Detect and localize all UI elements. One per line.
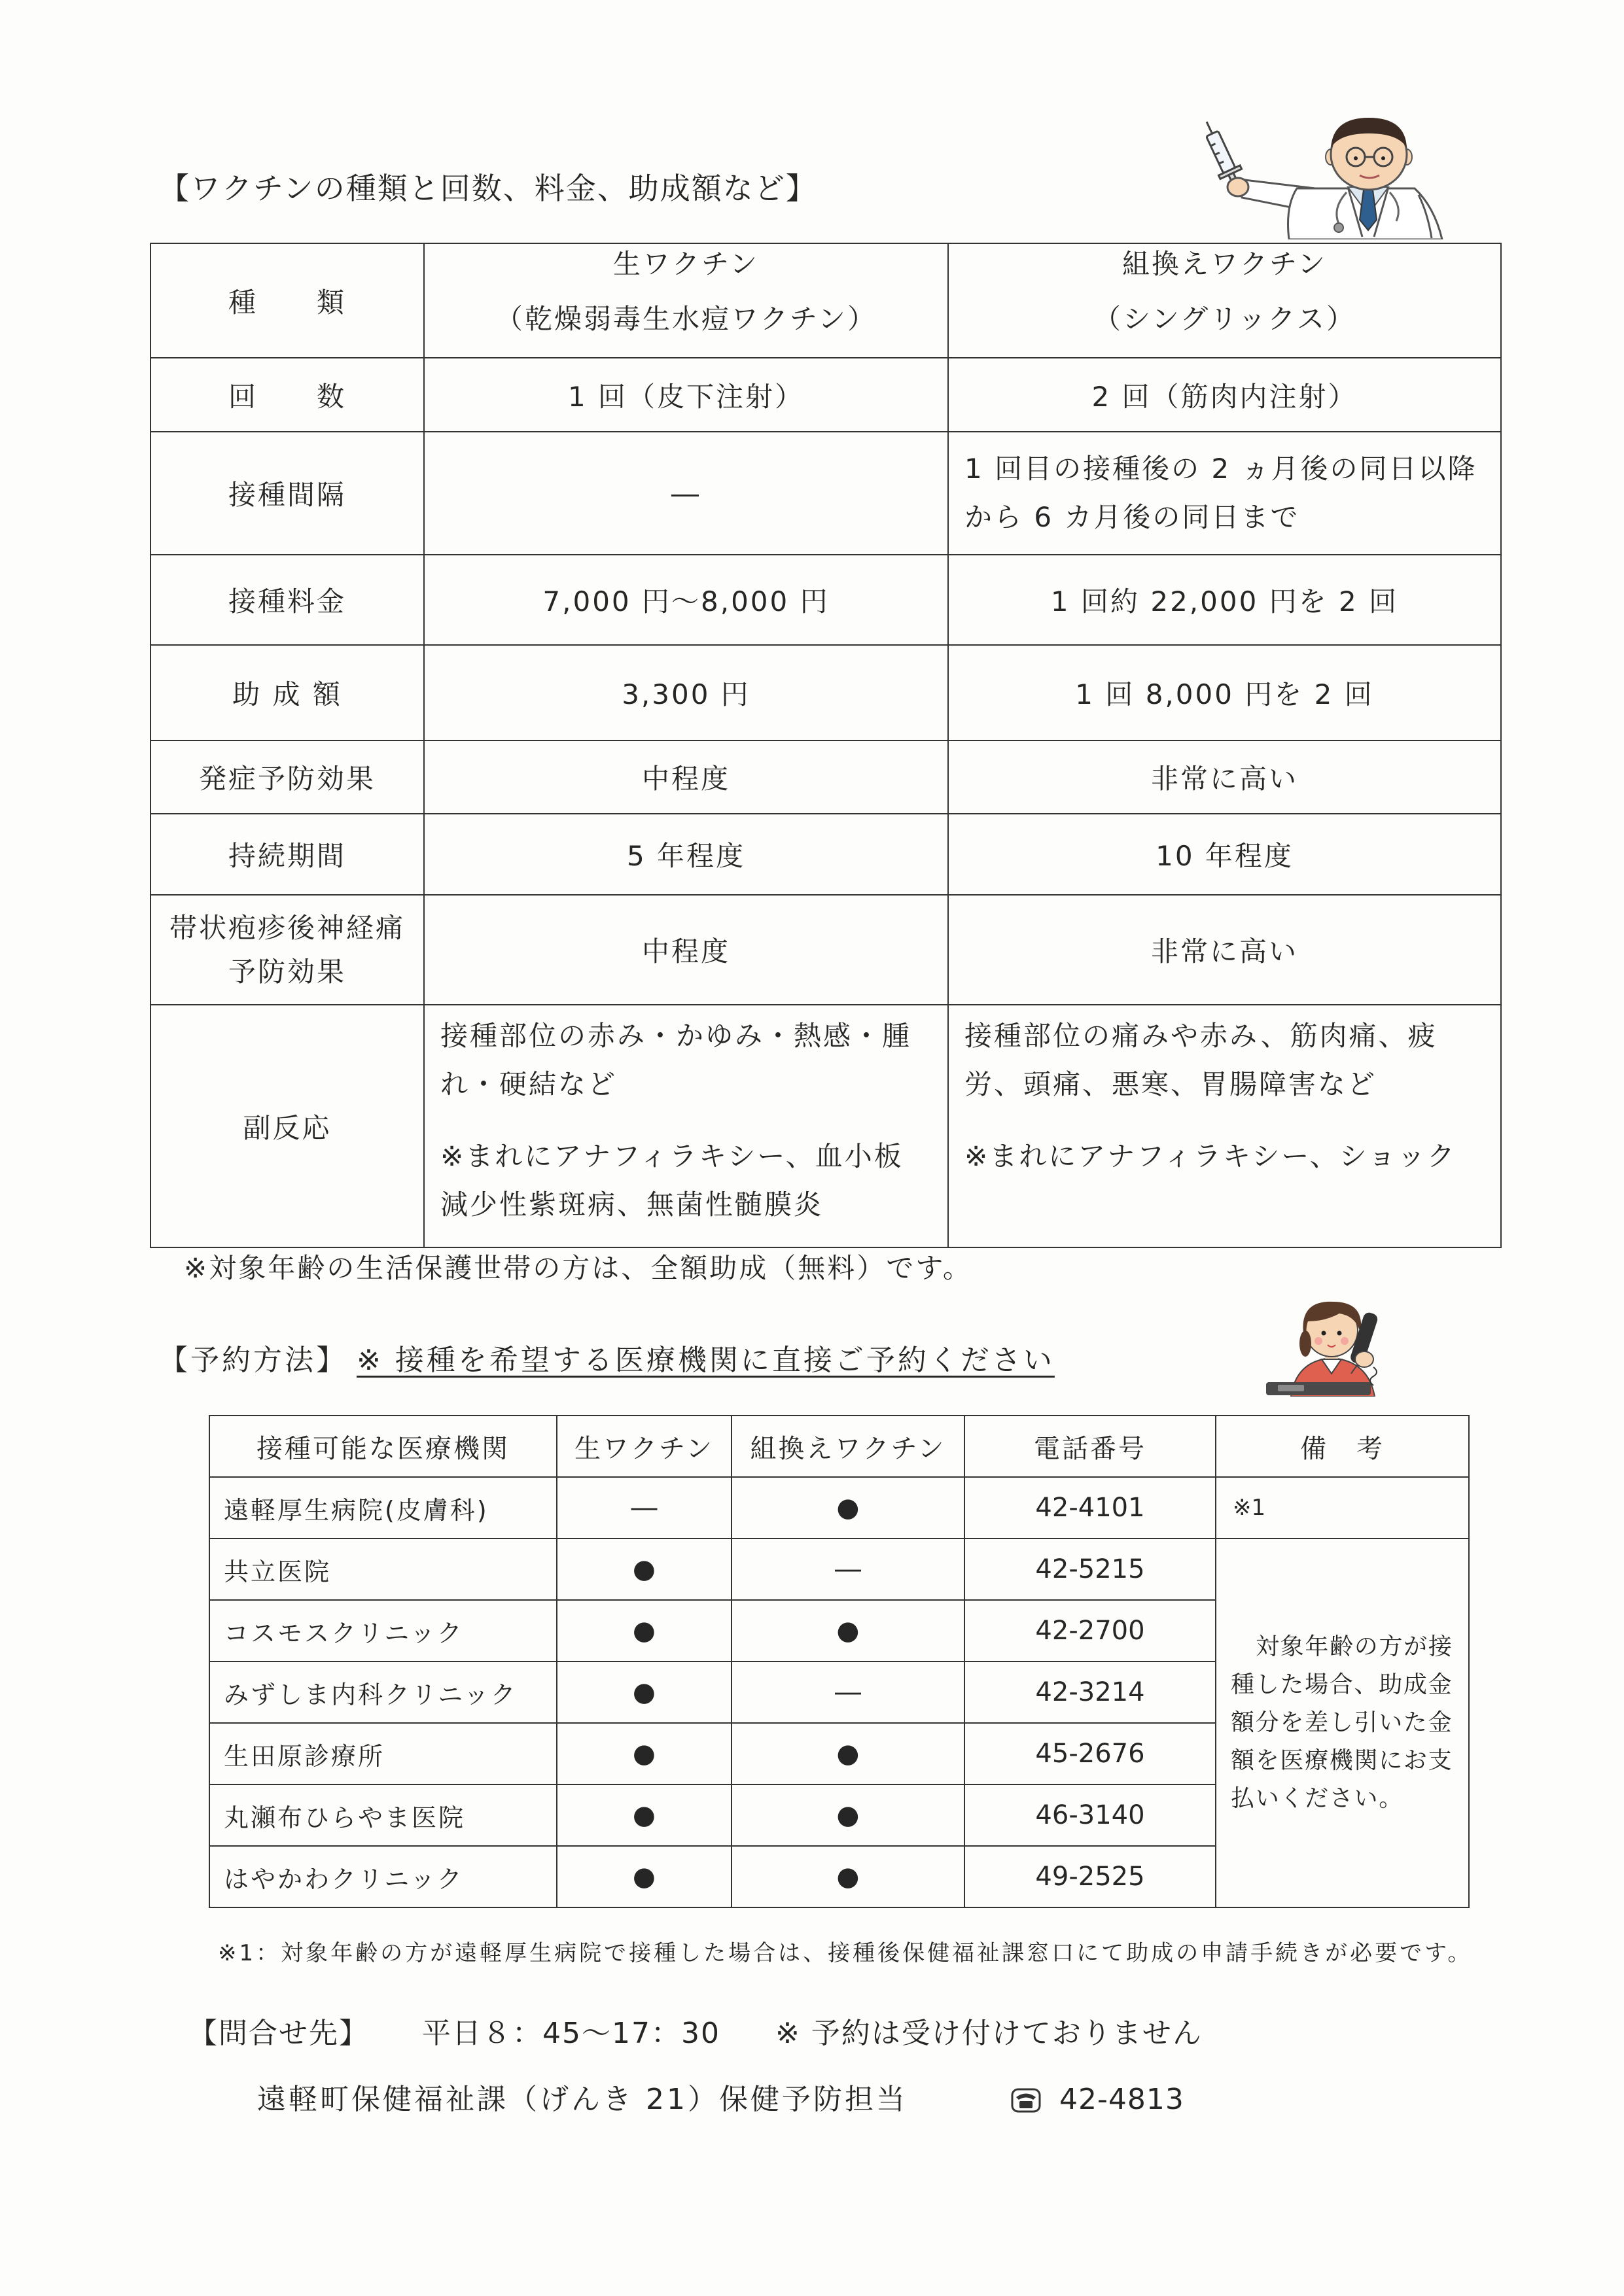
clinic-phone: 42-2700 <box>964 1600 1216 1661</box>
remark-line: 額分を差し引いた金 <box>1231 1709 1453 1736</box>
clinic-phone: 42-4101 <box>964 1477 1216 1539</box>
row-label-phn-prevention <box>150 895 424 1005</box>
office-hours: 平日８：45～17：30 <box>422 2017 720 2050</box>
table-row <box>150 645 1501 740</box>
recombinant-vaccine-header <box>948 243 1501 358</box>
recombinant-vaccine-cell: 1 回約 22,000 円を 2 回 <box>948 555 1501 645</box>
paragraph <box>964 1132 1500 1181</box>
table-row <box>150 432 1501 555</box>
reservation-label: 【予約方法】 <box>159 1344 347 1377</box>
cell-line: から 6 カ月後の同日まで <box>964 501 1300 533</box>
cell-line: 接種部位の痛みや赤み、筋肉痛、疲 <box>964 1020 1438 1052</box>
clinic-remark: ※1 <box>1216 1477 1469 1539</box>
table-row <box>150 895 1501 1005</box>
recombinant-vaccine-cell: 非常に高い <box>948 740 1501 814</box>
live-vaccine-cell: 5 年程度 <box>424 814 948 895</box>
clinic-table <box>209 1415 1470 1908</box>
contact-department: 遠軽町保健福祉課（げんき 21）保健予防担当 <box>257 2083 908 2116</box>
vaccine-comparison-table <box>150 243 1502 1248</box>
live-vaccine-cell: 1 回（皮下注射） <box>424 358 948 432</box>
woman-on-phone-illustration <box>1266 1295 1407 1397</box>
clinic-name: 共立医院 <box>209 1539 557 1600</box>
live-vaccine-cell: ― <box>424 432 948 555</box>
remark-line: 払いください。 <box>1231 1785 1403 1812</box>
cell-line: 減少性紫斑病、無菌性髄膜炎 <box>440 1189 824 1221</box>
cell-line: 接種部位の赤み・かゆみ・熱感・腫 <box>440 1020 912 1052</box>
clinic-phone: 46-3140 <box>964 1784 1216 1846</box>
live-availability: ● <box>557 1661 732 1723</box>
clinic-name: コスモスクリニック <box>209 1600 557 1661</box>
live-availability: ● <box>557 1539 732 1600</box>
live-availability: ● <box>557 1784 732 1846</box>
column-header-remarks: 備 考 <box>1216 1416 1469 1477</box>
clinic-name: 遠軽厚生病院(皮膚科) <box>209 1477 557 1539</box>
clinic-name: 丸瀬布ひらやま医院 <box>209 1784 557 1846</box>
live-vaccine-header <box>424 243 948 358</box>
paragraph <box>964 1012 1500 1109</box>
contact-phone: 42-4813 <box>1059 2083 1184 2116</box>
clinic-name: みずしま内科クリニック <box>209 1661 557 1723</box>
telephone-icon <box>1011 2087 1041 2113</box>
cell-line: 労、頭痛、悪寒、胃腸障害など <box>964 1068 1377 1100</box>
table-row <box>150 1005 1501 1247</box>
remark-line: 対象年齢の方が接 <box>1256 1633 1453 1660</box>
remark-line: 額を医療機関にお支 <box>1231 1747 1453 1774</box>
live-vaccine-cell: 7,000 円～8,000 円 <box>424 555 948 645</box>
row-label-interval: 接種間隔 <box>150 432 424 555</box>
recombinant-vaccine-cell: 2 回（筋肉内注射） <box>948 358 1501 432</box>
cell-line: ※まれにアナフィラキシー、血小板 <box>440 1140 904 1172</box>
recombinant-availability: ● <box>732 1846 964 1907</box>
recombinant-availability: ― <box>732 1539 964 1600</box>
clinic-name: 生田原診療所 <box>209 1723 557 1784</box>
cell-line: ※まれにアナフィラキシー、ショック <box>964 1140 1456 1172</box>
clinic-phone: 49-2525 <box>964 1846 1216 1907</box>
table-header-row <box>209 1416 1469 1477</box>
column-header-live: 生ワクチン <box>557 1416 732 1477</box>
column-header-phone: 電話番号 <box>964 1416 1216 1477</box>
column-header-clinic: 接種可能な医療機関 <box>209 1416 557 1477</box>
row-label-duration: 持続期間 <box>150 814 424 895</box>
recombinant-vaccine-cell: 1 回 8,000 円を 2 回 <box>948 645 1501 740</box>
recombinant-availability: ― <box>732 1661 964 1723</box>
row-label-doses: 回 数 <box>150 358 424 432</box>
clinic-footnote: ※1：対象年齢の方が遠軽厚生病院で接種した場合は、接種後保健福祉課窓口にて助成の申請手続きが必要です。 <box>218 1940 1473 1966</box>
table-row <box>150 740 1501 814</box>
recombinant-vaccine-cell: 10 年程度 <box>948 814 1501 895</box>
row-label-type: 種 類 <box>150 243 424 358</box>
clinic-row <box>209 1539 1469 1600</box>
live-vaccine-cell: 3,300 円 <box>424 645 948 740</box>
shared-remark <box>1216 1539 1469 1907</box>
clinic-name: はやかわクリニック <box>209 1846 557 1907</box>
recombinant-vaccine-cell: 非常に高い <box>948 895 1501 1005</box>
vaccine-section-heading: 【ワクチンの種類と回数、料金、助成額など】 <box>159 171 817 206</box>
live-availability: ― <box>557 1477 732 1539</box>
live-vaccine-name: 生ワクチン <box>613 247 759 280</box>
remark-line: 種した場合、助成金 <box>1231 1671 1453 1698</box>
reservation-instruction: ※ 接種を希望する医療機関に直接ご予約ください <box>357 1344 1055 1377</box>
recombinant-vaccine-cell <box>948 432 1501 555</box>
row-label-subsidy: 助 成 額 <box>150 645 424 740</box>
table-row <box>150 358 1501 432</box>
recombinant-availability: ● <box>732 1784 964 1846</box>
live-availability: ● <box>557 1723 732 1784</box>
recombinant-vaccine-side-effects <box>948 1005 1501 1247</box>
live-availability: ● <box>557 1600 732 1661</box>
cell-line: 1 回目の接種後の 2 ヵ月後の同日以降 <box>964 453 1477 485</box>
reservation-heading <box>159 1342 1055 1379</box>
clinic-row <box>209 1477 1469 1539</box>
table-row <box>150 555 1501 645</box>
recombinant-availability: ● <box>732 1477 964 1539</box>
column-header-recombinant: 組換えワクチン <box>732 1416 964 1477</box>
live-vaccine-subname: （乾燥弱毒生水痘ワクチン） <box>495 302 877 335</box>
clinic-phone: 42-5215 <box>964 1539 1216 1600</box>
doctor-with-syringe-illustration <box>1199 115 1449 239</box>
recombinant-availability: ● <box>732 1723 964 1784</box>
row-label-side-effects: 副反応 <box>150 1005 424 1247</box>
paragraph <box>440 1132 947 1229</box>
cell-line: れ・硬結など <box>440 1068 618 1100</box>
no-reservation-notice: ※ 予約は受け付けておりません <box>775 2017 1203 2050</box>
table-row <box>150 243 1501 358</box>
paragraph <box>440 1012 947 1109</box>
recombinant-vaccine-name: 組換えワクチン <box>1122 247 1327 280</box>
table-row <box>150 814 1501 895</box>
cell-line: 帯状疱疹後神経痛 <box>169 912 405 944</box>
row-label-fee: 接種料金 <box>150 555 424 645</box>
live-vaccine-cell: 中程度 <box>424 740 948 814</box>
clinic-phone: 42-3214 <box>964 1661 1216 1723</box>
cell-line: 予防効果 <box>228 956 346 988</box>
live-vaccine-side-effects <box>424 1005 948 1247</box>
recombinant-vaccine-subname: （シングリックス） <box>1093 302 1356 335</box>
row-label-efficacy: 発症予防効果 <box>150 740 424 814</box>
contact-label: 【問合せ先】 <box>188 2017 369 2050</box>
live-vaccine-cell: 中程度 <box>424 895 948 1005</box>
recombinant-availability: ● <box>732 1600 964 1661</box>
clinic-phone: 45-2676 <box>964 1723 1216 1784</box>
live-availability: ● <box>557 1846 732 1907</box>
welfare-household-note: ※対象年齢の生活保護世帯の方は、全額助成（無料）です。 <box>184 1252 972 1284</box>
